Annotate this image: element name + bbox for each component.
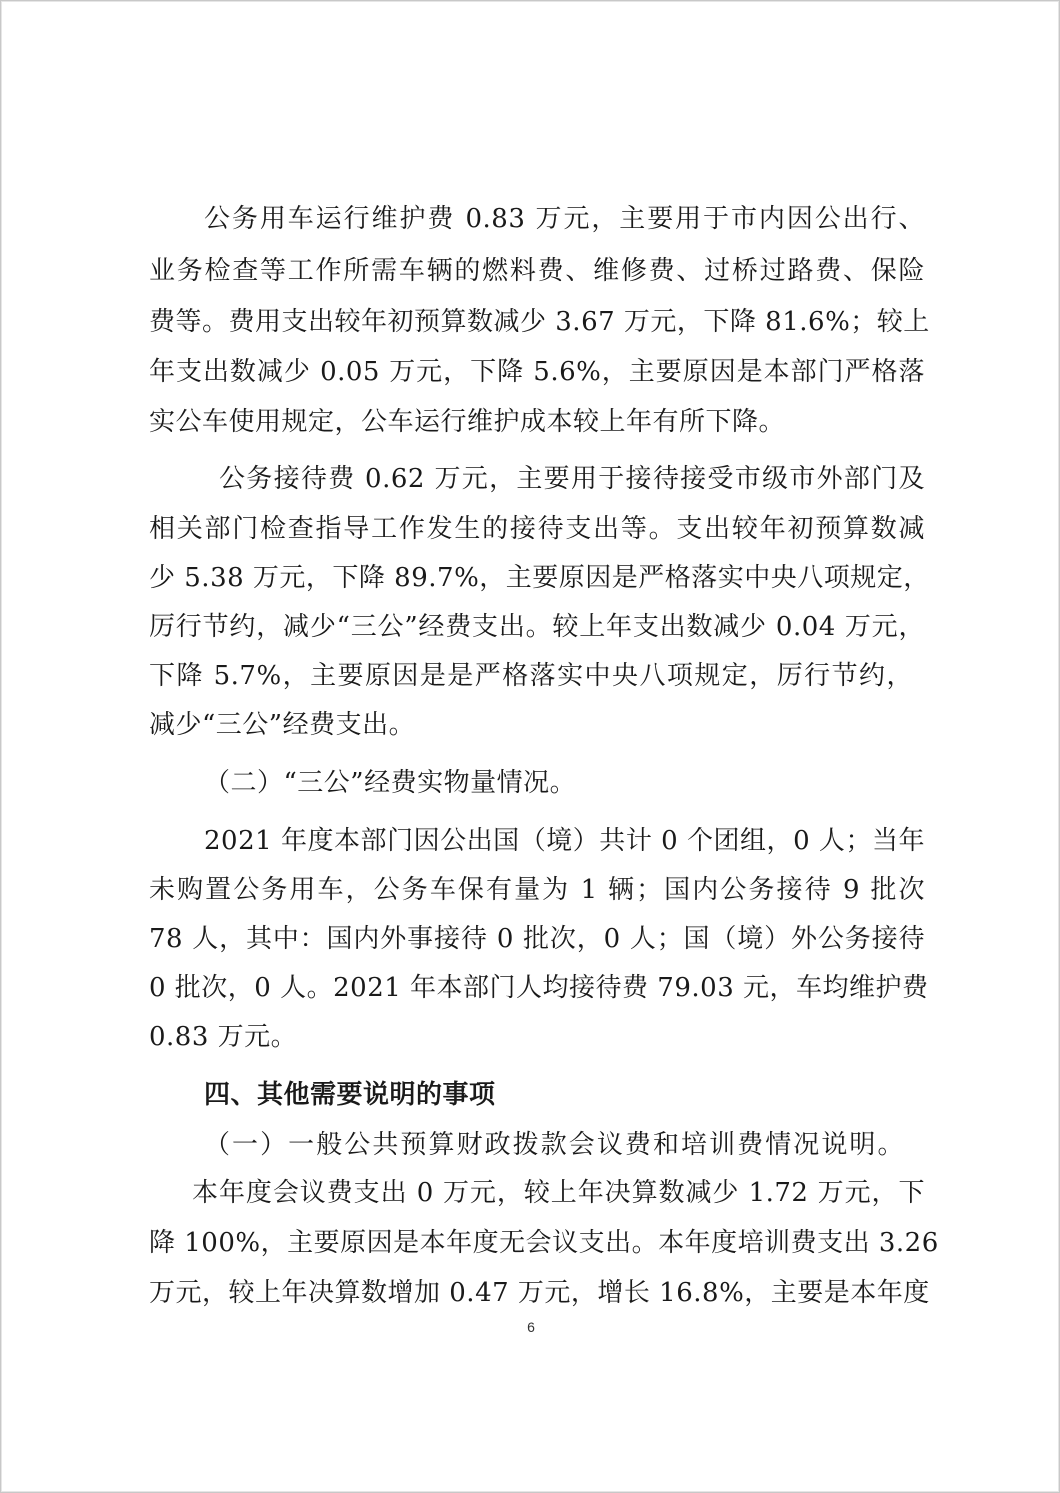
- text-line: 未购置公务用车，公务车保有量为 1 辆；国内公务接待 9 批次: [149, 875, 925, 905]
- text-line: 厉行节约，减少“三公”经费支出。较上年支出数减少 0.04 万元，: [149, 612, 925, 642]
- text-line: 年支出数减少 0.05 万元，下降 5.6%，主要原因是本部门严格落: [149, 357, 925, 387]
- text-line: 降 100%，主要原因是本年度无会议支出。本年度培训费支出 3.26: [149, 1228, 939, 1258]
- text-line: 公务接待费 0.62 万元，主要用于接待接受市级市外部门及: [219, 464, 925, 494]
- section-subheading: （二）“三公”经费实物量情况。: [204, 768, 577, 798]
- section-subheading: （一）一般公共预算财政拨款会议费和培训费情况说明。: [204, 1130, 904, 1160]
- text-line: 业务检查等工作所需车辆的燃料费、维修费、过桥过路费、保险: [149, 256, 925, 286]
- section-heading: 四、其他需要说明的事项: [204, 1080, 496, 1110]
- text-line: 下降 5.7%，主要原因是是严格落实中央八项规定，厉行节约，: [149, 661, 913, 691]
- text-line: 2021 年度本部门因公出国（境）共计 0 个团组，0 人；当年: [204, 826, 925, 856]
- text-line: 公务用车运行维护费 0.83 万元，主要用于市内因公出行、: [204, 204, 925, 234]
- text-line: 78 人，其中：国内外事接待 0 批次，0 人；国（境）外公务接待: [149, 924, 925, 954]
- text-line: 少 5.38 万元，下降 89.7%，主要原因是严格落实中央八项规定，: [149, 563, 930, 593]
- page-number: 6: [527, 1319, 535, 1335]
- text-line: 相关部门检查指导工作发生的接待支出等。支出较年初预算数减: [149, 514, 925, 544]
- text-line: 费等。费用支出较年初预算数减少 3.67 万元，下降 81.6%；较上: [149, 307, 930, 337]
- text-line: 万元，较上年决算数增加 0.47 万元，增长 16.8%，主要是本年度: [149, 1278, 930, 1308]
- text-line: 0.83 万元。: [149, 1022, 298, 1052]
- text-line: 减少“三公”经费支出。: [149, 710, 416, 740]
- text-line: 实公车使用规定，公车运行维护成本较上年有所下降。: [149, 407, 786, 437]
- text-line: 本年度会议费支出 0 万元，较上年决算数减少 1.72 万元，下: [192, 1178, 925, 1208]
- text-line: 0 批次，0 人。2021 年本部门人均接待费 79.03 元，车均维护费: [149, 973, 929, 1003]
